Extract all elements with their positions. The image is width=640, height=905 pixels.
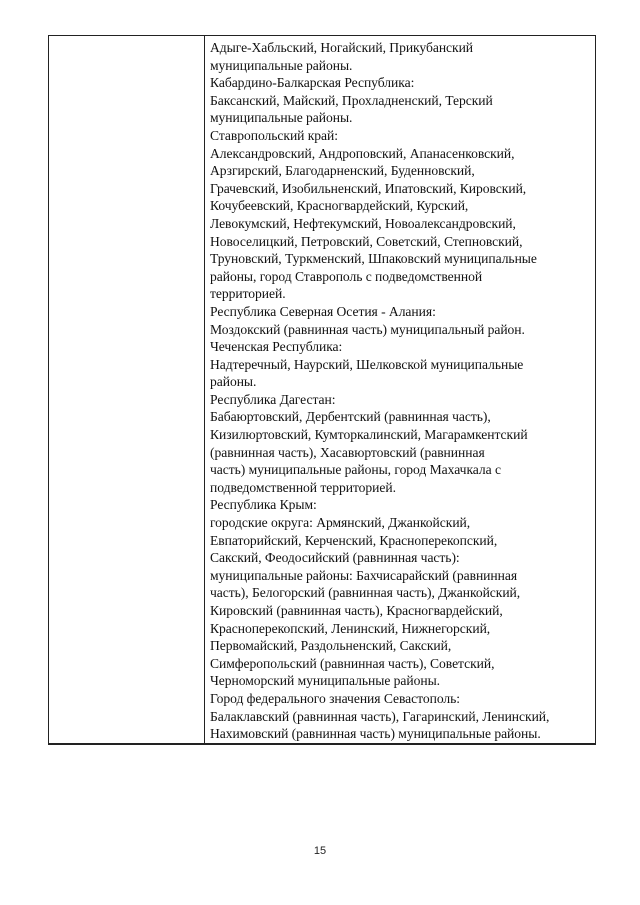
- region-text-line: городские округа: Армянский, Джанкойский,: [210, 515, 471, 531]
- region-text-line: районы.: [210, 374, 257, 390]
- column-divider: [204, 36, 205, 743]
- region-text-line: Адыге-Хабльский, Ногайский, Прикубанский: [210, 40, 474, 55]
- region-text-line: часть), Белогорский (равнинная часть), Джанкойский,: [210, 585, 521, 601]
- region-text-line: часть) муниципальные районы, город Махачкала с: [210, 462, 501, 478]
- regions-list-cell: [210, 39, 594, 743]
- region-text-line: Красноперекопский, Ленинский, Нижнегорский,: [210, 620, 491, 636]
- region-text-line: муниципальные районы.: [210, 110, 353, 126]
- region-text-line: Левокумский, Нефтекумский, Новоалександровский,: [210, 215, 516, 231]
- region-text-line: Арзгирский, Благодарненский, Буденновский,: [210, 163, 475, 179]
- region-text-line: Республика Дагестан:: [210, 391, 336, 407]
- region-text-line: Кабардино-Балкарская Республика:: [210, 75, 415, 91]
- region-text-line: Ставропольский край:: [210, 127, 338, 143]
- region-text-line: Черноморский муниципальные районы.: [210, 673, 441, 689]
- region-text-line: территорией.: [210, 286, 286, 302]
- regions-table: [48, 35, 596, 745]
- region-text-line: Бабаюртовский, Дербентский (равнинная часть),: [210, 409, 491, 425]
- region-text-line: Баксанский, Майский, Прохладненский, Терский: [210, 92, 493, 108]
- region-text-line: Новоселицкий, Петровский, Советский, Степновский,: [210, 233, 523, 249]
- region-text-line: Город федерального значения Севастополь:: [210, 690, 461, 706]
- region-text-line: Кировский (равнинная часть), Красногвардейский,: [210, 603, 503, 618]
- region-text-line: Евпаторийский, Керченский, Красноперекопский,: [210, 532, 498, 548]
- region-text-line: Труновский, Туркменский, Шпаковский муниципальные: [210, 251, 537, 267]
- region-text-line: Сакский, Феодосийский (равнинная часть):: [210, 550, 460, 566]
- region-text-line: Симферопольский (равнинная часть), Советский,: [210, 655, 495, 671]
- region-text-line: муниципальные районы: Бахчисарайский (равнинная: [210, 567, 518, 583]
- region-text-line: Грачевский, Изобильненский, Ипатовский, Кировский,: [210, 180, 527, 196]
- region-text-line: подведомственной территорией.: [210, 479, 396, 495]
- region-text-line: муниципальные районы.: [210, 57, 353, 73]
- region-text-line: Республика Северная Осетия - Алания:: [210, 303, 436, 319]
- region-text-line: Республика Крым:: [210, 497, 317, 513]
- region-text-line: Кочубеевский, Красногвардейский, Курский,: [210, 198, 469, 214]
- region-text-line: Моздокский (равнинная часть) муниципальный район.: [210, 321, 525, 337]
- region-text-line: Надтеречный, Наурский, Шелковской муниципальные: [210, 356, 524, 372]
- page-number: 15: [313, 845, 327, 857]
- region-text-line: Балаклавский (равнинная часть), Гагаринский, Ленинский,: [210, 708, 550, 724]
- region-text-line: Чеченская Республика:: [210, 339, 343, 355]
- region-text-line: Нахимовский (равнинная часть) муниципальные районы.: [210, 726, 541, 742]
- region-text-line: (равнинная часть), Хасавюртовский (равнинная: [210, 444, 485, 460]
- region-text-line: Александровский, Андроповский, Апанасенковский,: [210, 145, 515, 161]
- region-text-line: Первомайский, Раздольненский, Сакский,: [210, 638, 452, 654]
- region-text-line: Кизилюртовский, Кумторкалинский, Магарамкентский: [210, 427, 528, 443]
- region-text-line: районы, город Ставрополь с подведомственной: [210, 268, 483, 284]
